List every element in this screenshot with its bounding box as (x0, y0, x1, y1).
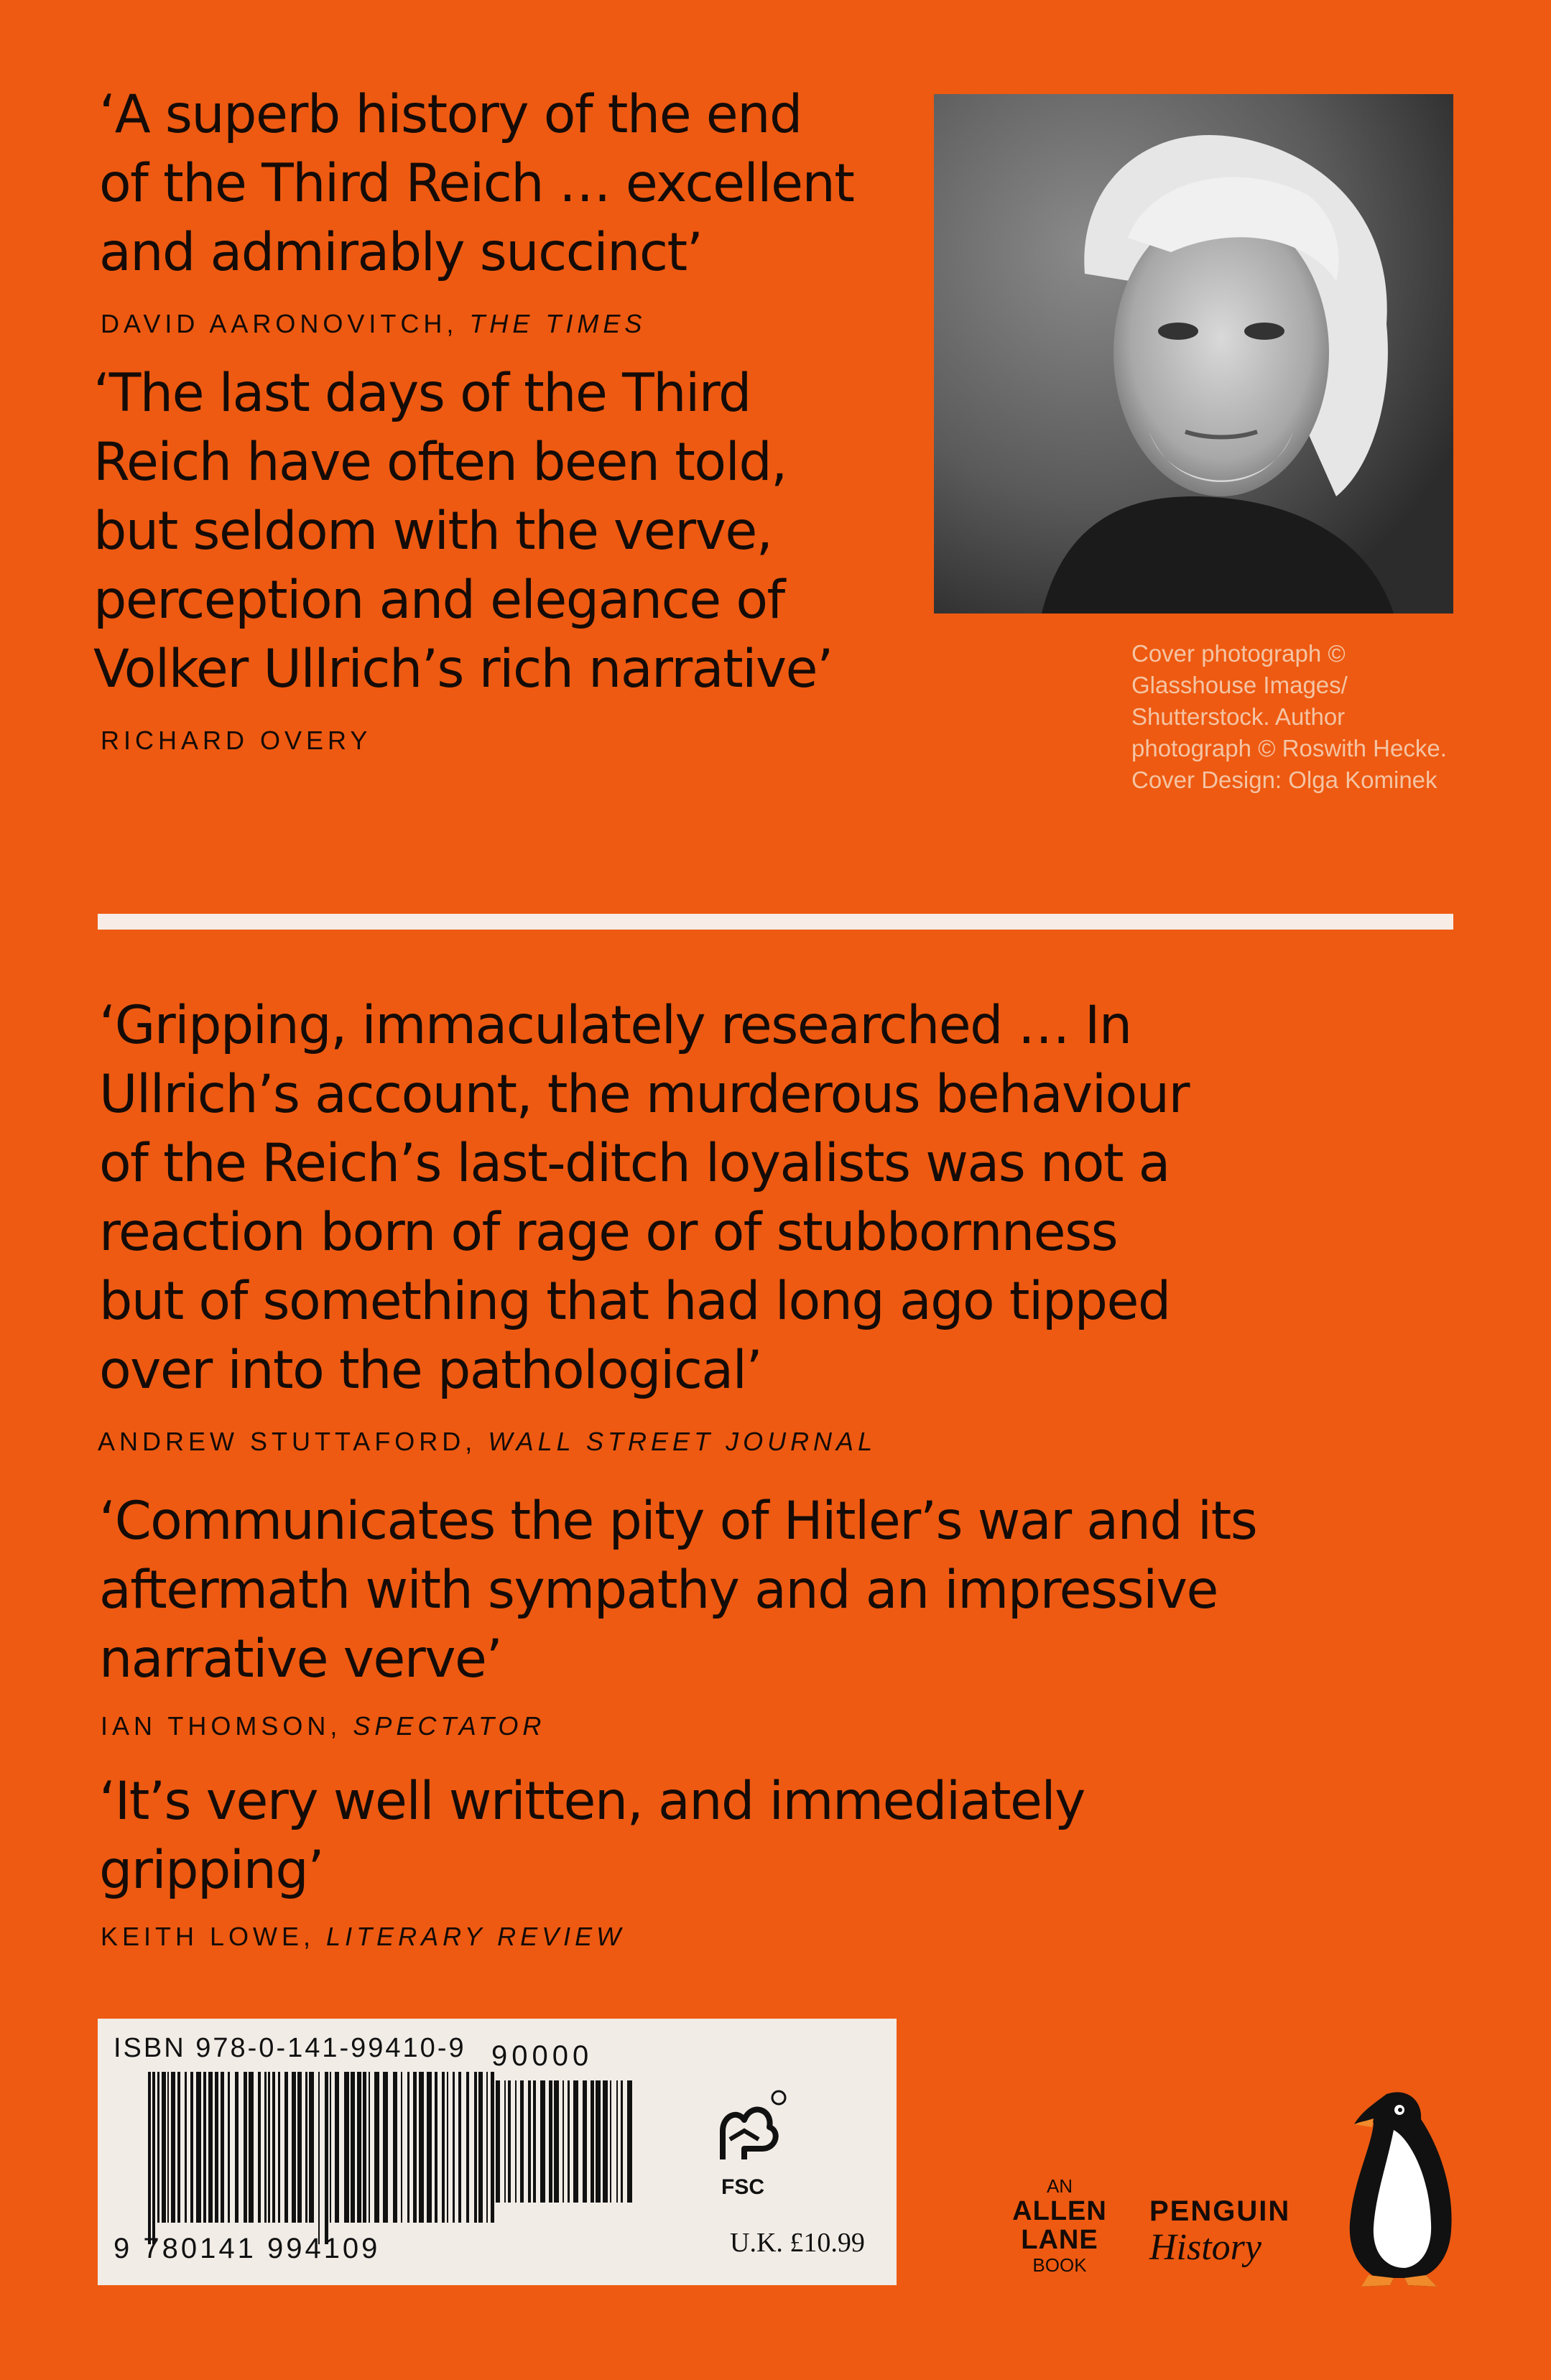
isbn-barcode (148, 2072, 500, 2244)
allen-lane-allen: ALLEN (1012, 2196, 1107, 2226)
allen-lane-lane: LANE (1021, 2225, 1098, 2255)
penguin-brand: PENGUIN (1149, 2195, 1291, 2227)
divider (98, 914, 1453, 930)
penguin-series: History (1149, 2227, 1261, 2268)
quote-5-author: KEITH LOWE, (101, 1922, 327, 1951)
penguin-history-logo (1149, 2195, 1290, 2268)
quote-4: ‘Communicates the pity of Hitler’s war and its aftermath with sympathy and an impressive narrative verve’ (99, 1491, 1257, 1690)
quote-1-attribution (101, 309, 646, 339)
isbn-digits: 9 780141 994109 (114, 2233, 381, 2264)
quote-1-publication: THE TIMES (469, 309, 647, 338)
fsc-label: FSC (721, 2175, 764, 2199)
quote-5-attribution (101, 1922, 625, 1952)
quote-4-publication: SPECTATOR (353, 1711, 546, 1741)
photo-credits: Cover photograph © Glasshouse Images/ Shutterstock. Author photograph © Roswith Hecke. Cover Design: Olga Kominek (1131, 640, 1447, 793)
fsc-tree-icon (701, 2088, 787, 2174)
quote-2-attribution (101, 726, 371, 756)
allen-lane-logo (991, 2175, 1128, 2276)
author-portrait-image (934, 94, 1453, 613)
penguin-icon (1336, 2087, 1462, 2289)
price-code: 90000 (491, 2040, 593, 2072)
quote-4-author: IAN THOMSON, (101, 1711, 353, 1741)
quote-5: ‘It’s very well written, and immediately gripping’ (99, 1771, 1085, 1901)
quote-4-attribution (101, 1711, 545, 1741)
quote-5-publication: LITERARY REVIEW (326, 1922, 626, 1951)
price-barcode (491, 2080, 635, 2267)
quote-2-author: RICHARD OVERY (101, 726, 372, 755)
quote-1-author: DAVID AARONOVITCH, (101, 309, 470, 338)
quote-2: ‘The last days of the Third Reich have often been told, but seldom with the verve, perception and elegance of Volker Ullrich’s rich narrative’ (93, 363, 833, 700)
barcode-panel (98, 2019, 897, 2285)
quote-3-publication: WALL STREET JOURNAL (488, 1427, 877, 1456)
price: U.K. £10.99 (730, 2228, 865, 2258)
author-photo (934, 94, 1453, 613)
allen-lane-book: BOOK (1032, 2254, 1087, 2276)
quote-3-attribution (98, 1427, 876, 1457)
quote-1: ‘A superb history of the end of the Third Reich … excellent and admirably succinct’ (99, 84, 854, 283)
quote-3-author: ANDREW STUTTAFORD, (98, 1427, 489, 1456)
isbn-label: ISBN 978-0-141-99410-9 (114, 2033, 466, 2063)
quote-3: ‘Gripping, immaculately researched … In Ullrich’s account, the murderous behaviour of the Reich’s last-ditch loyalists was not a reaction born of rage or of stubbornness but of something that had long ago tipped over into the pathological’ (99, 995, 1189, 1401)
allen-lane-an: AN (1046, 2175, 1073, 2197)
